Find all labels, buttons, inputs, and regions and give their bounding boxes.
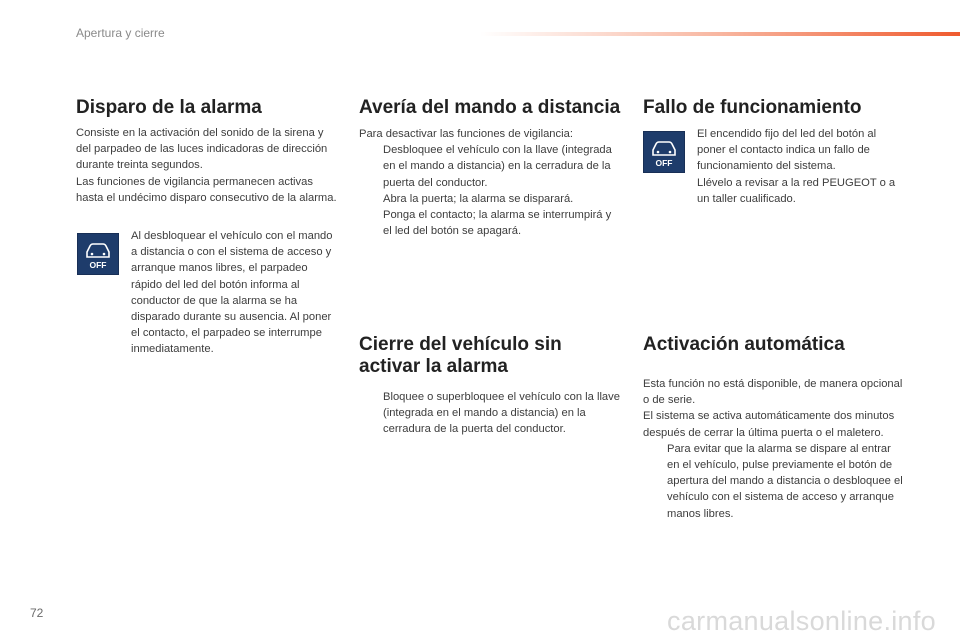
icon-label: OFF — [89, 260, 107, 270]
paragraph: Las funciones de vigilancia permanecen activas hasta el undécimo disparo consecutivo de la alarma. — [76, 175, 337, 204]
section-title: Cierre del vehículo sin activar la alarma — [359, 334, 562, 377]
bullet-item: Bloquee o superbloquee el vehículo con la llave (integrada en el mando a distancia) en la cerradura de la puerta del conductor. — [383, 391, 620, 436]
page-number: 72 — [30, 606, 44, 620]
section-alarm-trigger — [76, 97, 338, 206]
section-remote-failure — [359, 97, 621, 239]
section-malfunction — [643, 97, 905, 119]
bullet-item: Para evitar que la alarma se dispare al entrar en el vehículo, pulse previamente el botón de apertura del mando a distancia o desbloquee el vehículo con el sistema de acceso y arranque manos libres. — [667, 442, 903, 520]
bullet-item: Ponga el contacto; la alarma se interrumpirá y el led del botón se apagará. — [383, 209, 612, 238]
paragraph: Esta función no está disponible, de manera opcional o de serie. — [643, 378, 903, 407]
alarm-off-button-icon — [643, 131, 685, 173]
bullet-item: Desbloquee el vehículo con la llave (integrada en el mando a distancia) en la cerradura de la puerta del conductor. — [383, 144, 612, 189]
section-lock-without-alarm — [359, 334, 621, 438]
section-title: Disparo de la alarma — [76, 97, 262, 118]
bullet-item: Abra la puerta; la alarma se disparará. — [383, 192, 574, 205]
section-title: Fallo de funcionamiento — [643, 97, 862, 118]
section-auto-activation — [643, 334, 905, 522]
malfunction-text — [697, 126, 902, 207]
paragraph: Llévelo a revisar a la red PEUGEOT o a un taller cualificado. — [697, 176, 896, 205]
icon-label: OFF — [655, 158, 673, 168]
paragraph: Para desactivar las funciones de vigilancia: — [359, 128, 573, 140]
paragraph: El encendido fijo del led del botón al poner el contacto indica un fallo de funcionamiento del sistema. — [697, 128, 877, 173]
section-title: Avería del mando a distancia — [359, 97, 621, 118]
icon-note — [131, 228, 336, 358]
watermark: carmanualsonline.info — [667, 606, 936, 636]
alarm-off-button-icon — [77, 233, 119, 275]
paragraph: El sistema se activa automáticamente dos minutos después de cerrar la última puerta o el maletero. — [643, 410, 895, 439]
section-title: Activación automática — [643, 334, 845, 355]
paragraph: Al desbloquear el vehículo con el mando a distancia o con el sistema de acceso y arranque manos libres, el parpadeo rápido del led del botón informa al conductor de que la alarma se ha disparado durante su ausencia. Al poner el contacto, el parpadeo se interrumpe inmediatamente. — [131, 230, 333, 356]
chapter-title: Apertura y cierre — [76, 26, 165, 40]
paragraph: Consiste en la activación del sonido de la sirena y del parpadeo de las luces indicadoras de dirección durante treinta segundos. — [76, 127, 328, 172]
chapter-accent-bar — [480, 32, 960, 36]
